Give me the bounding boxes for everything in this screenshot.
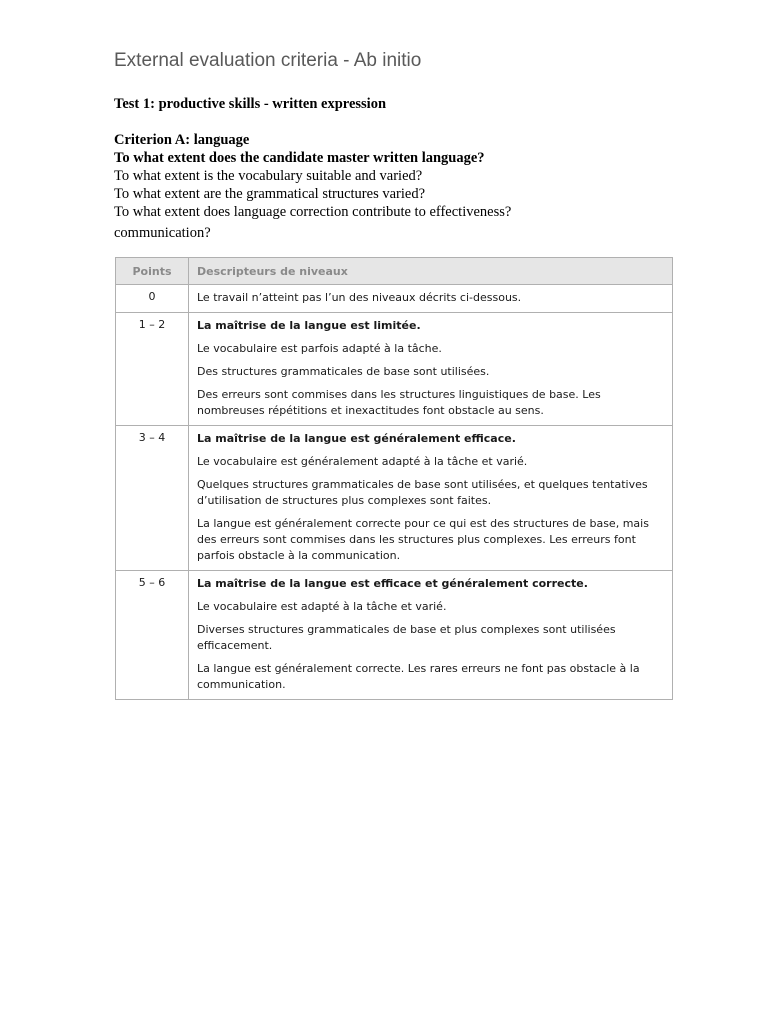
page-title: External evaluation criteria - Ab initio bbox=[114, 50, 422, 71]
descriptors-column-header: Descripteurs de niveaux bbox=[189, 258, 673, 285]
criterion-name: Criterion A: language bbox=[114, 132, 250, 148]
descriptor-text: La langue est généralement correcte pour ce qui est des structures de base, mais des erreurs sont commises dans les structures plus complexes. Les erreurs font parfois obstacle à la communication. bbox=[197, 517, 649, 562]
descriptor-text: Le vocabulaire est adapté à la tâche et varié. bbox=[197, 600, 447, 613]
criterion-block bbox=[114, 131, 714, 242]
descriptor-cell bbox=[189, 571, 673, 700]
descriptor-lead: La maîtrise de la langue est efficace et généralement correcte. bbox=[197, 577, 588, 590]
points-cell: 5 – 6 bbox=[116, 571, 189, 700]
points-column-header: Points bbox=[116, 258, 189, 285]
table-header-row bbox=[116, 258, 673, 285]
criterion-main-question: To what extent does the candidate master written language? bbox=[114, 150, 485, 166]
descriptor-text: Le travail n’atteint pas l’un des niveaux décrits ci-dessous. bbox=[197, 291, 522, 304]
descriptor-text: Des structures grammaticales de base sont utilisées. bbox=[197, 365, 490, 378]
descriptor-text: Le vocabulaire est parfois adapté à la tâche. bbox=[197, 342, 442, 355]
table-row bbox=[116, 285, 673, 313]
test-heading: Test 1: productive skills - written expression bbox=[114, 96, 387, 112]
descriptor-text: La langue est généralement correcte. Les rares erreurs ne font pas obstacle à la communication. bbox=[197, 662, 640, 691]
criterion-question: communication? bbox=[114, 225, 211, 241]
descriptor-text: Quelques structures grammaticales de base sont utilisées, et quelques tentatives d’utilisation de structures plus complexes sont faites. bbox=[197, 478, 648, 507]
descriptor-cell bbox=[189, 426, 673, 571]
descriptor-lead: La maîtrise de la langue est limitée. bbox=[197, 319, 421, 332]
table-row bbox=[116, 313, 673, 426]
descriptor-cell bbox=[189, 285, 673, 313]
criterion-question: To what extent does language correction contribute to effectiveness? bbox=[114, 204, 512, 220]
descriptor-table bbox=[115, 257, 673, 700]
table-row bbox=[116, 426, 673, 571]
descriptor-text: Le vocabulaire est généralement adapté à la tâche et varié. bbox=[197, 455, 528, 468]
points-cell: 0 bbox=[116, 285, 189, 313]
criterion-question: To what extent is the vocabulary suitable and varied? bbox=[114, 168, 423, 184]
descriptor-text: Diverses structures grammaticales de base et plus complexes sont utilisées efficacement. bbox=[197, 623, 616, 652]
criterion-question: To what extent are the grammatical structures varied? bbox=[114, 186, 425, 202]
descriptor-lead: La maîtrise de la langue est généralement efficace. bbox=[197, 432, 516, 445]
points-cell: 1 – 2 bbox=[116, 313, 189, 426]
descriptor-cell bbox=[189, 313, 673, 426]
descriptor-text: Des erreurs sont commises dans les structures linguistiques de base. Les nombreuses répétitions et inexactitudes font obstacle au sens. bbox=[197, 388, 601, 417]
table-row bbox=[116, 571, 673, 700]
points-cell: 3 – 4 bbox=[116, 426, 189, 571]
